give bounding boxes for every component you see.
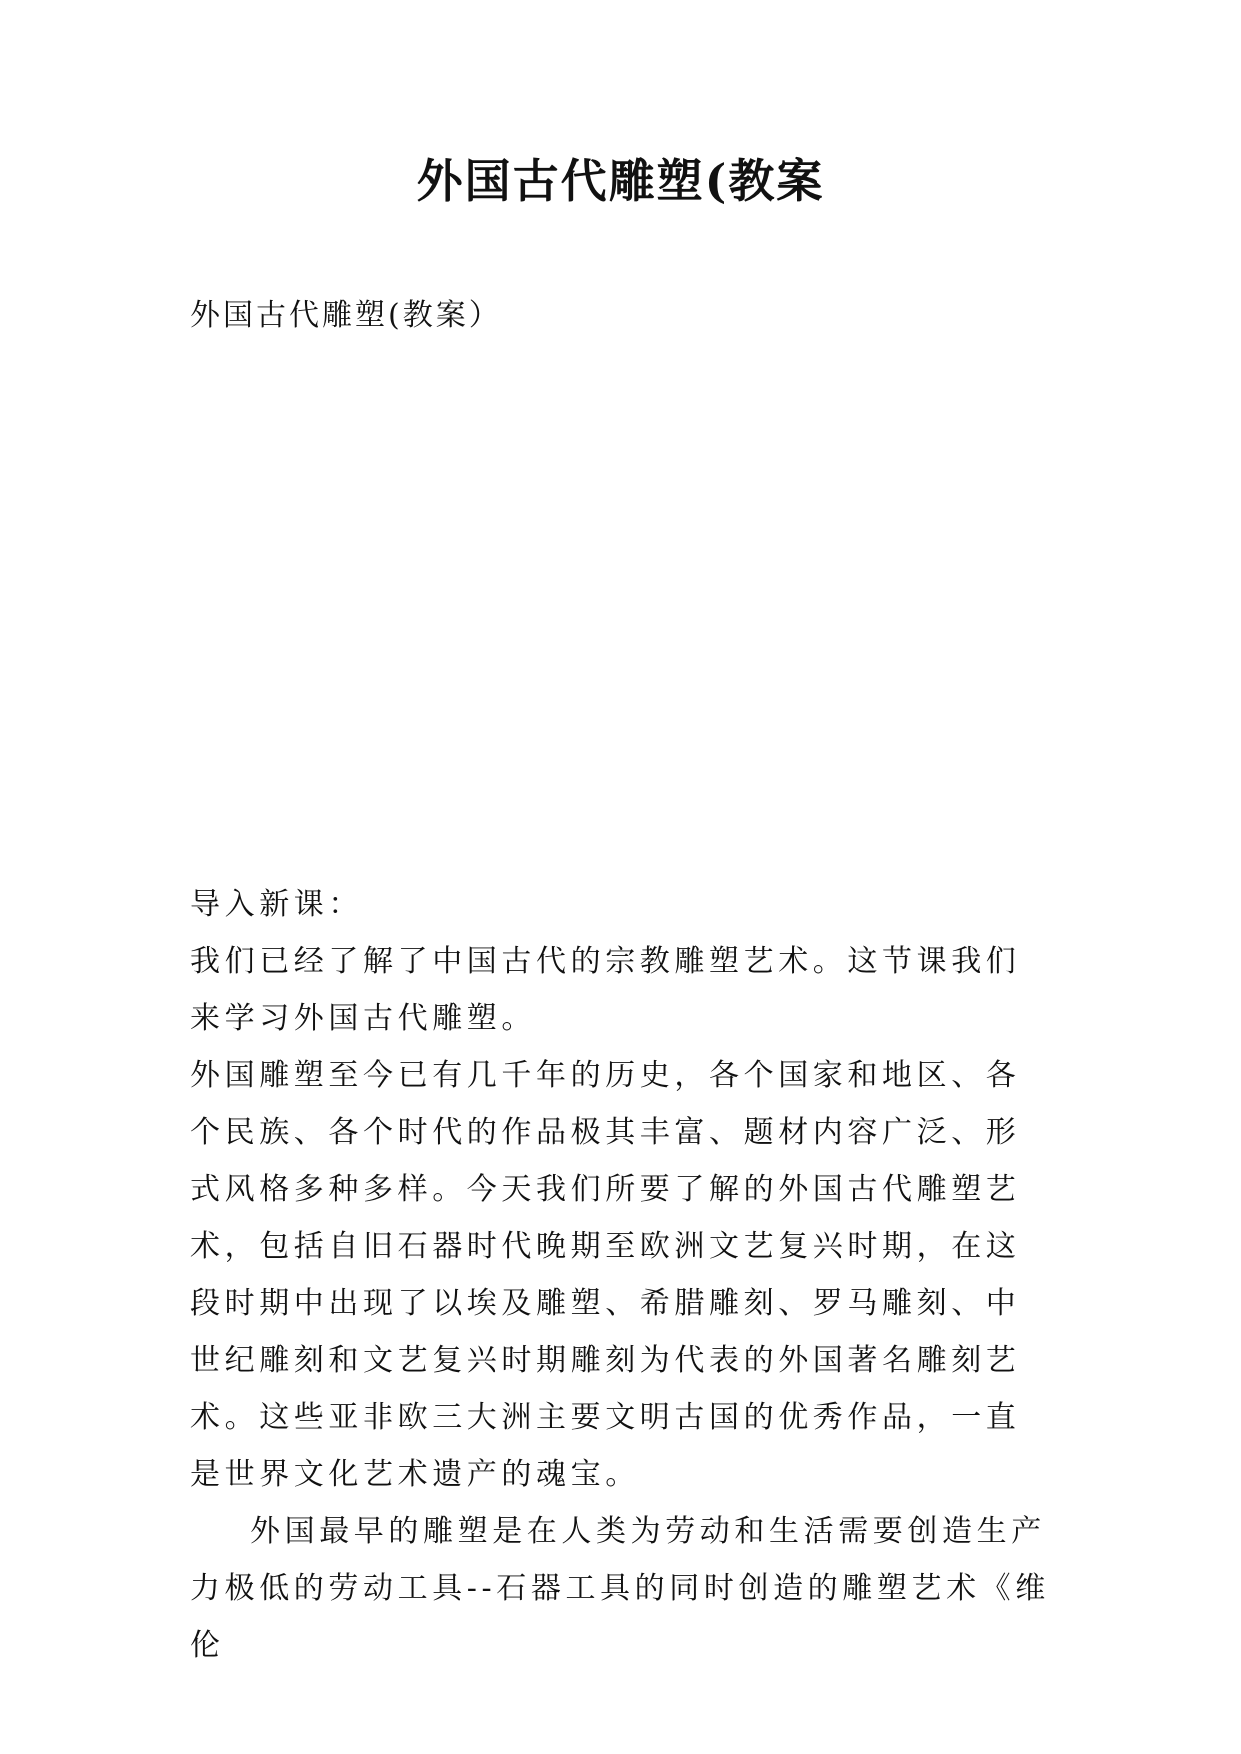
document-subtitle: 外国古代雕塑(教案） [190, 298, 502, 333]
paragraph: 外国雕塑至今已有几千年的历史，各个国家和地区、各个民族、各个时代的作品极其丰富、题材内容广泛、形式风格多种多样。今天我们所要了解的外国古代雕塑艺术，包括自旧石器时代晚期至欧洲文艺复兴时期，在这段时期中出现了以埃及雕塑、希腊雕刻、罗马雕刻、中世纪雕刻和文艺复兴时期雕刻为代表的外国著名雕刻艺术。这些亚非欧三大洲主要文明古国的优秀作品，一直是世界文化艺术遗产的魂宝。 [190, 1058, 1021, 1492]
document-body [190, 876, 1052, 1674]
paragraph: 外国最早的雕塑是在人类为劳动和生活需要创造生产力极低的劳动工具--石器工具的同时创造的雕塑艺术《维伦 [190, 1514, 1050, 1663]
paragraph: 我们已经了解了中国古代的宗教雕塑艺术。这节课我们来学习外国古代雕塑。 [190, 944, 1021, 1036]
section-heading-intro: 导入新课： [190, 887, 363, 922]
document-title: 外国古代雕塑(教案 [416, 154, 825, 208]
